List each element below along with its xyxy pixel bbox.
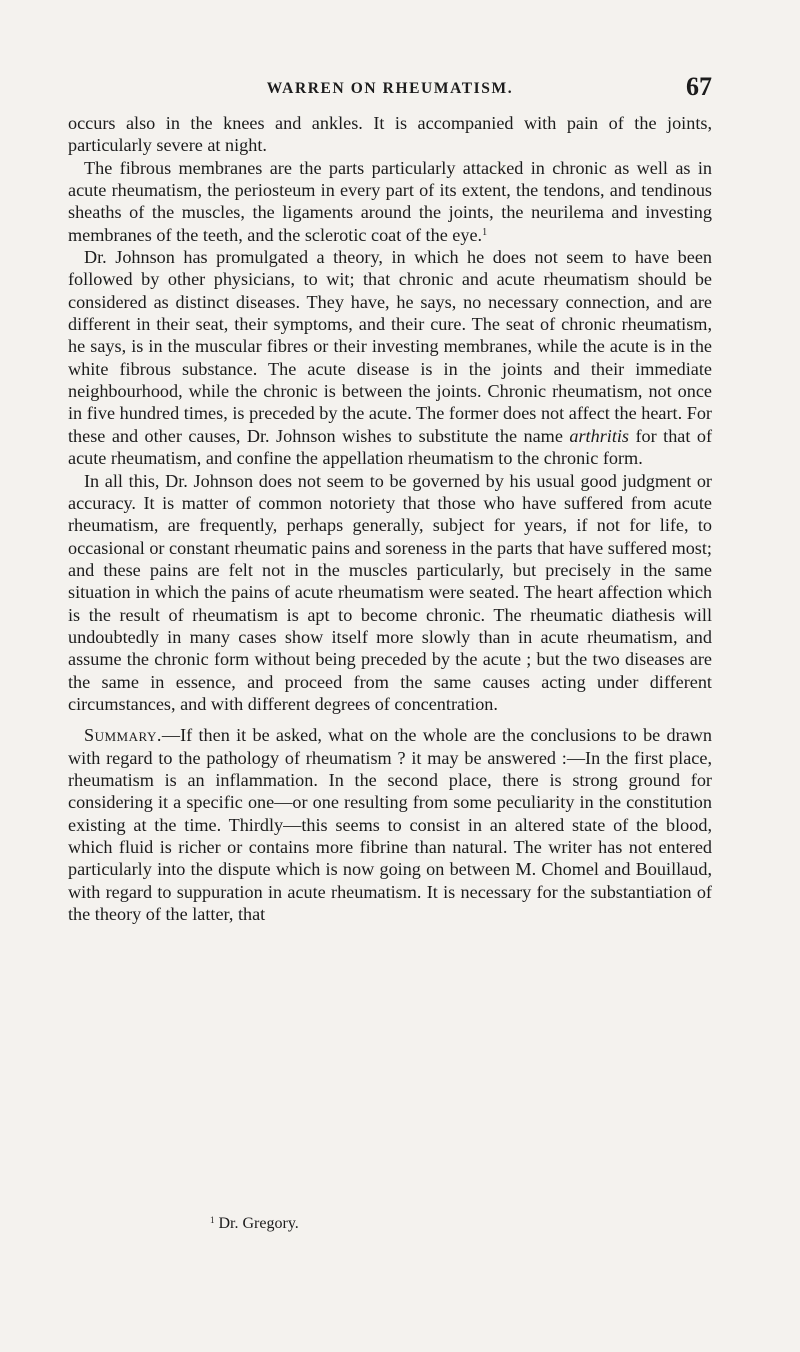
paragraph-text: Dr. Johnson has promulgated a theory, in which he does not seem to have been followed by other physicians, to wit; that chronic and acute rheumatism should be considered as distinct diseases. They have, he says, no necessary connection, and are different in their seat, their symptoms, and their cure. The seat of chronic rheumatism, he says, is in the muscular fibres or their investing membranes, while the acute is in the white fibrous substance. The acute disease is in the joints and their immediate neighbourhood, while the chronic is between the joints. Chronic rheumatism, not once in five hundred times, is preceded by the acute. The former does not affect the heart. For these and other causes, Dr. Johnson wishes to substitute the name <box>68 247 712 446</box>
body-text <box>68 112 712 925</box>
paragraph-johnson-theory <box>68 246 712 469</box>
paragraph-continued: occurs also in the knees and ankles. It is accompanied with pain of the joints, particularly severe at night. <box>68 113 712 156</box>
paragraph-fibrous-membranes <box>68 157 712 246</box>
footnote-text: Dr. Gregory. <box>218 1215 299 1232</box>
footnote-marker: 1 <box>210 1215 215 1225</box>
footnote <box>210 1215 299 1233</box>
italic-term: arthritis <box>569 425 630 446</box>
page-number: 67 <box>686 72 712 101</box>
paragraph-summary <box>68 724 712 925</box>
page-header <box>68 72 712 100</box>
footnote-ref: 1 <box>482 226 488 238</box>
paragraph-critique: In all this, Dr. Johnson does not seem to be governed by his usual good judgment or accuracy. It is matter of common notoriety that those who have suffered from acute rheumatism, are frequently, perhaps generally, subject for years, if not for life, to occasional or constant rheumatic pains and soreness in the parts that have suffered most; and these pains are felt not in the muscles particularly, but precisely in the same situation in which the pains of acute rheumatism were seated. The heart affection which is the result of rheumatism is apt to become chronic. The rheumatic diathesis will undoubtedly in many cases show itself more slowly than in acute rheumatism, and assume the chronic form without being preceded by the acute ; but the two diseases are the same in essence, and proceed from the same causes acting under different circumstances, and with different degrees of concentration. <box>68 470 712 714</box>
paragraph-text: for that of acute rheumatism, and confine the appellation rheumatism to the chronic form. <box>68 425 713 469</box>
summary-label: Summary. <box>84 725 162 746</box>
paragraph-text: —If then it be asked, what on the whole are the conclusions to be drawn with regard to the pathology of rheumatism ? it may be answered :—In the first place, rheumatism is an inflammation. In the second place, there is strong ground for considering it a specific one—or one resulting from some peculiarity in the constitution existing at the time. Thirdly—this seems to consist in an altered state of the blood, which fluid is richer or contains more fibrine than natural. The writer has not entered particularly into the dispute which is now going on between M. Chomel and Bouillaud, with regard to suppuration in acute rheumatism. It is necessary for the substantiation of the theory of the latter, that <box>68 725 712 925</box>
running-title: WARREN ON RHEUMATISM. <box>266 80 514 97</box>
paragraph-text: The fibrous membranes are the parts particularly attacked in chronic as well as in acute rheumatism, the periosteum in every part of its extent, the tendons, and tendinous sheaths of the muscles, the ligaments around the joints, the neurilema and investing membranes of the teeth, and the sclerotic coat of the eye. <box>68 157 712 245</box>
